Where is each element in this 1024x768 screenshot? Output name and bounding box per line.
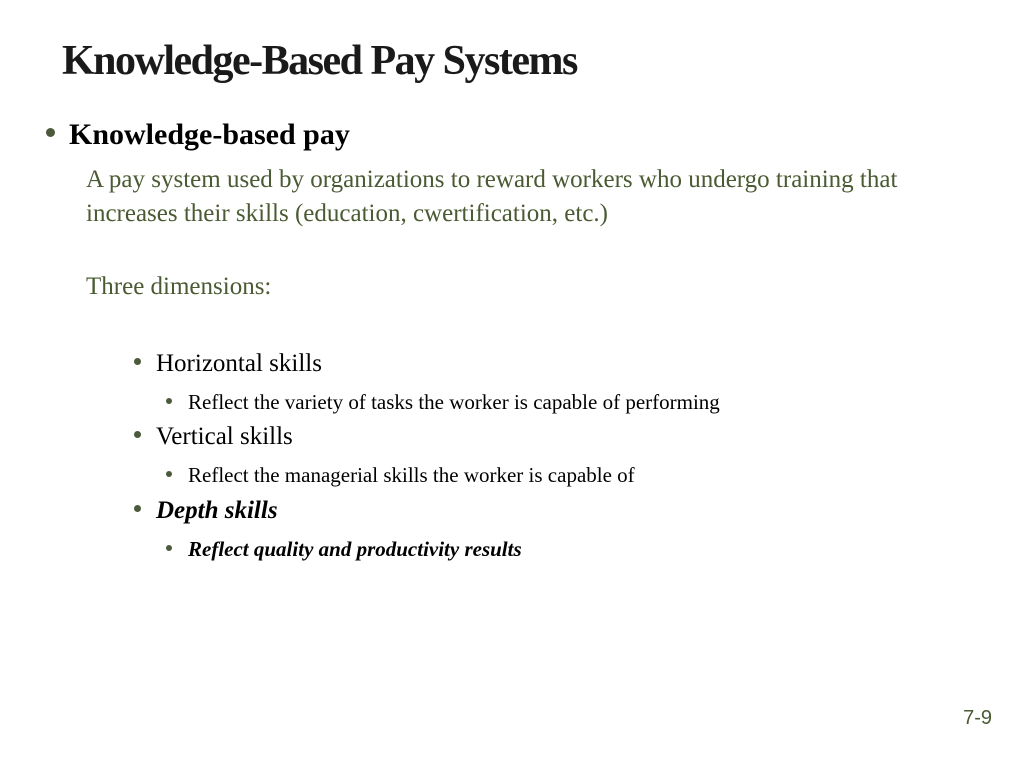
bullet-dot-icon [134,505,141,512]
dimension-item-depth [134,497,278,525]
definition-text: A pay system used by organizations to reward workers who undergo training that increases their skills (education, cwertification, etc.) [86,166,898,227]
bullet-dot-icon [166,545,172,551]
slide-title: Knowledge-Based Pay Systems [62,38,577,84]
main-bullet [46,118,350,152]
dimension-detail-horizontal [166,390,720,415]
bullet-dot-icon [134,358,141,365]
bullet-dot-icon [166,471,172,477]
dimension-detail: Reflect the managerial skills the worker is capable of [188,463,635,487]
dimension-detail: Reflect the variety of tasks the worker is capable of performing [188,390,720,414]
dimension-detail: Reflect quality and productivity results [188,537,522,561]
bullet-dot-icon [166,398,172,404]
bullet-dot-icon [46,128,55,137]
main-bullet-text: Knowledge-based pay [69,118,350,151]
dimension-item-vertical [134,423,293,451]
bullet-dot-icon [134,431,141,438]
dimension-detail-depth [166,537,522,562]
dimension-detail-vertical [166,463,635,488]
dimension-item-horizontal [134,350,322,378]
dimension-label: Horizontal skills [156,350,322,377]
page-number: 7-9 [963,707,992,729]
dimensions-intro: Three dimensions: [86,273,272,300]
dimension-label: Depth skills [156,497,278,524]
dimension-label: Vertical skills [156,423,293,450]
